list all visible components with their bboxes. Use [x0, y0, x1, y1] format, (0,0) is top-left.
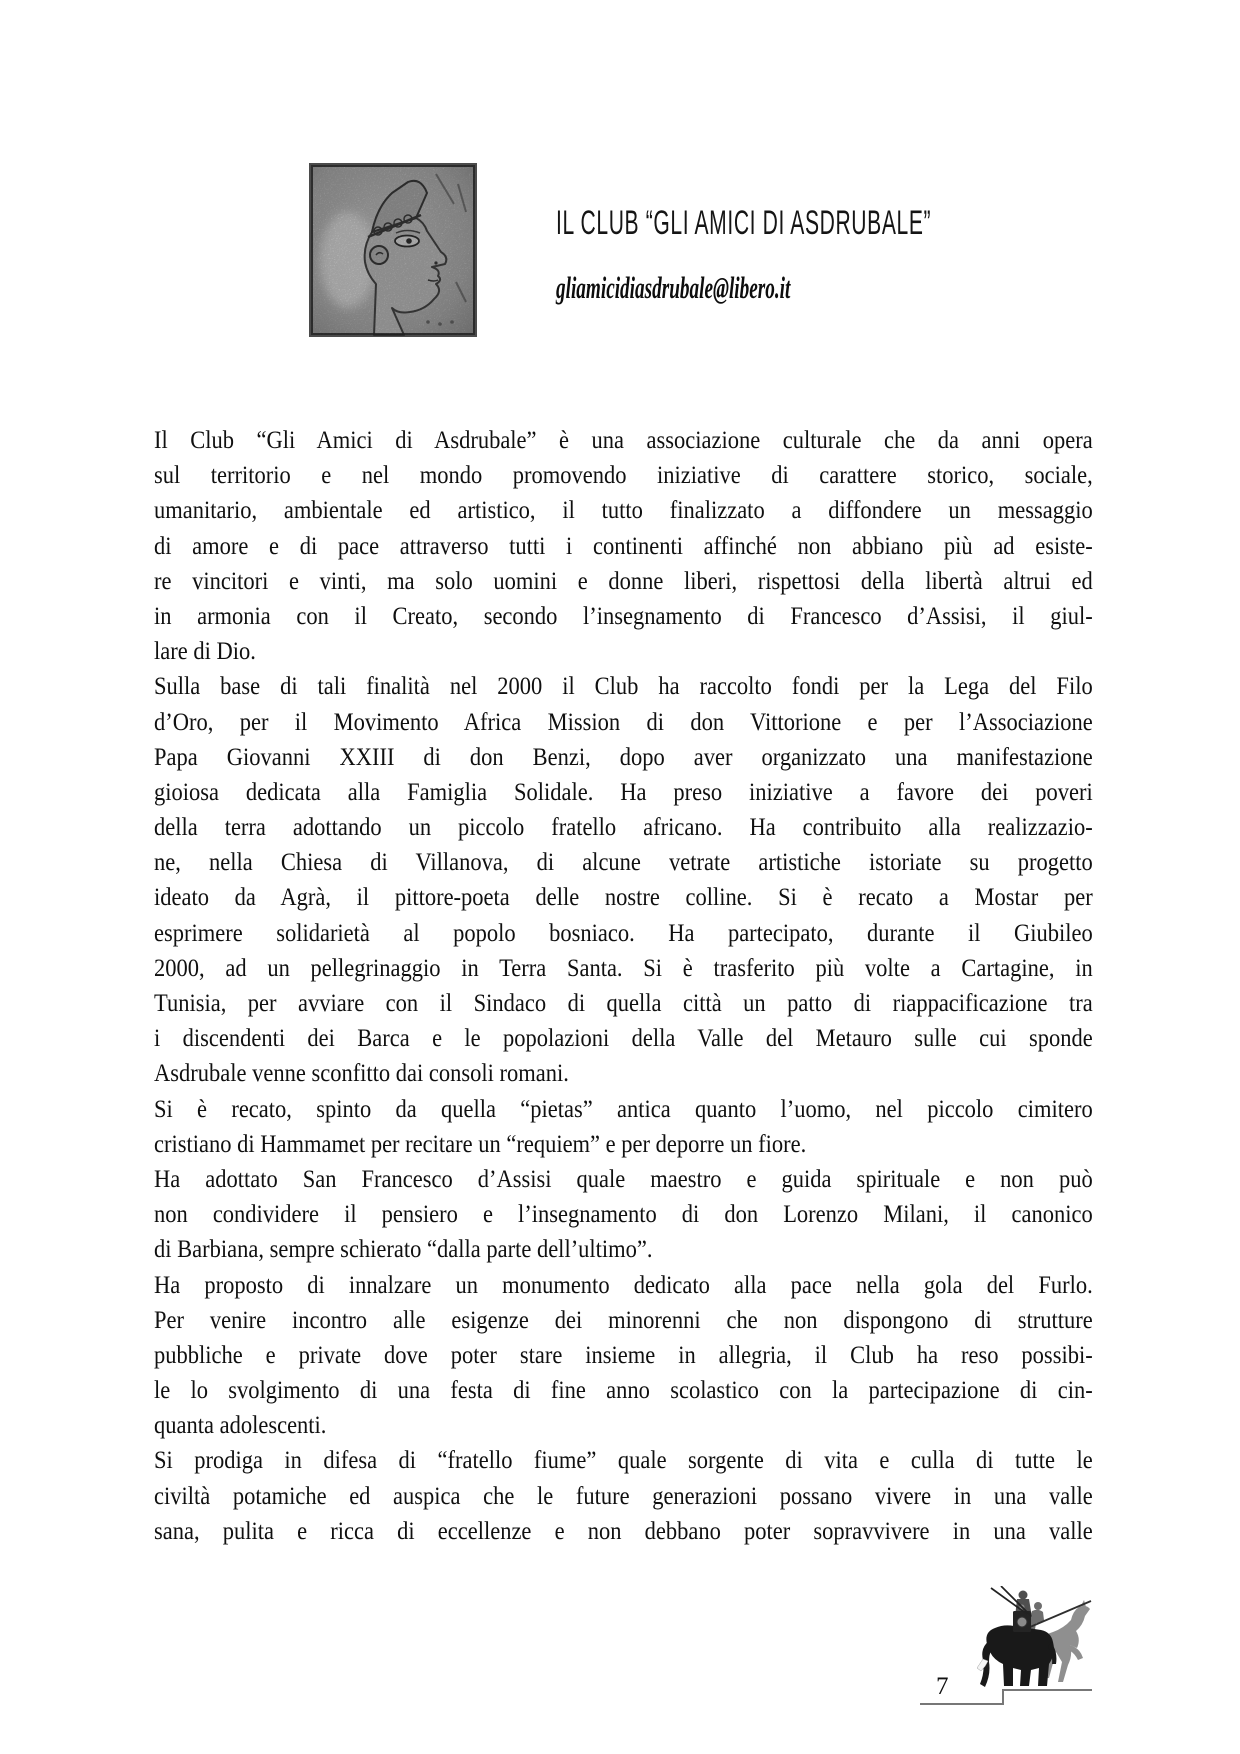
- club-email: gliamicidiasdrubale@libero.it: [556, 270, 791, 305]
- body-line: civiltà potamiche ed auspica che le future generazioni possano vivere in una valle: [154, 1482, 1093, 1510]
- body-line: sul territorio e nel mondo promovendo iniziative di carattere storico, sociale,: [154, 462, 1093, 490]
- body-line: Ha proposto di innalzare un monumento dedicato alla pace nella gola del Furlo.: [154, 1271, 1093, 1299]
- footer-step-rule-lower: [920, 1703, 1004, 1705]
- body-line: non condividere il pensiero e l’insegnamento di don Lorenzo Milani, il canonico: [154, 1201, 1093, 1229]
- body-line: Asdrubale venne sconfitto dai consoli romani.: [154, 1060, 569, 1088]
- footer-step-rule-riser: [1002, 1690, 1004, 1705]
- body-line: re vincitori e vinti, ma solo uomini e donne liberi, rispettosi della libertà altrui ed: [154, 567, 1093, 595]
- body-line: d’Oro, per il Movimento Africa Mission di don Vittorione e per l’Associazione: [154, 708, 1093, 736]
- body-line: ne, nella Chiesa di Villanova, di alcune vetrate artistiche istoriate su progetto: [154, 849, 1093, 877]
- body-line: di Barbiana, sempre schierato “dalla parte dell’ultimo”.: [154, 1236, 653, 1264]
- body-line: le lo svolgimento di una festa di fine anno scolastico con la partecipazione di cin-: [154, 1377, 1093, 1405]
- body-line: della terra adottando un piccolo fratello africano. Ha contribuito alla realizzazio-: [154, 814, 1093, 842]
- body-line: Papa Giovanni XXIII di don Benzi, dopo aver organizzato una manifestazione: [154, 743, 1093, 771]
- body-line: di amore e di pace attraverso tutti i continenti affinché non abbiano più ad esiste-: [154, 532, 1093, 560]
- stone-relief-logo-icon: [308, 162, 478, 338]
- body-line: ideato da Agrà, il pittore-poeta delle nostre colline. Si è recato a Mostar per: [154, 884, 1093, 912]
- body-line: cristiano di Hammamet per recitare un “requiem” e per deporre un fiore.: [154, 1130, 807, 1158]
- body-line: Per venire incontro alle esigenze dei minorenni che non dispongono di strutture: [154, 1306, 1093, 1334]
- body-line: lare di Dio.: [154, 638, 256, 666]
- body-line: pubbliche e private dove poter stare insieme in allegria, il Club ha reso possibi-: [154, 1341, 1093, 1369]
- body-line: Tunisia, per avviare con il Sindaco di quella città un patto di riappacificazione tra: [154, 990, 1093, 1017]
- body-line: sana, pulita e ricca di eccellenze e non debbano poter sopravvivere in una valle: [154, 1517, 1093, 1545]
- body-line: Si è recato, spinto da quella “pietas” antica quanto l’uomo, nel piccolo cimitero: [154, 1095, 1093, 1123]
- body-line: 2000, ad un pellegrinaggio in Terra Santa. Si è trasferito più volte a Cartagine, in: [154, 954, 1093, 982]
- war-elephant-illustration-icon: [977, 1586, 1095, 1690]
- body-line: umanitario, ambientale ed artistico, il tutto finalizzato a diffondere un messaggio: [154, 497, 1093, 525]
- body-line: Ha adottato San Francesco d’Assisi quale maestro e guida spirituale e non può: [154, 1165, 1093, 1193]
- body-line: quanta adolescenti.: [154, 1412, 327, 1440]
- body-line: Il Club “Gli Amici di Asdrubale” è una associazione culturale che da anni opera: [154, 427, 1093, 454]
- body-line: esprimere solidarietà al popolo bosniaco. Ha partecipato, durante il Giubileo: [154, 919, 1093, 947]
- body-line: i discendenti dei Barca e le popolazioni della Valle del Metauro sulle cui sponde: [154, 1025, 1093, 1053]
- body-line: Si prodiga in difesa di “fratello fiume” quale sorgente di vita e culla di tutte le: [154, 1447, 1093, 1475]
- body-line: gioiosa dedicata alla Famiglia Solidale. Ha preso iniziative a favore dei poveri: [154, 778, 1093, 806]
- body-line: Sulla base di tali finalità nel 2000 il Club ha raccolto fondi per la Lega del Filo: [154, 673, 1093, 701]
- page-number: 7: [936, 1673, 949, 1700]
- body-text: [154, 423, 1093, 1549]
- body-line: in armonia con il Creato, secondo l’insegnamento di Francesco d’Assisi, il giul-: [154, 602, 1093, 630]
- page-title: IL CLUB “GLI AMICI DI ASDRUBALE”: [556, 204, 932, 242]
